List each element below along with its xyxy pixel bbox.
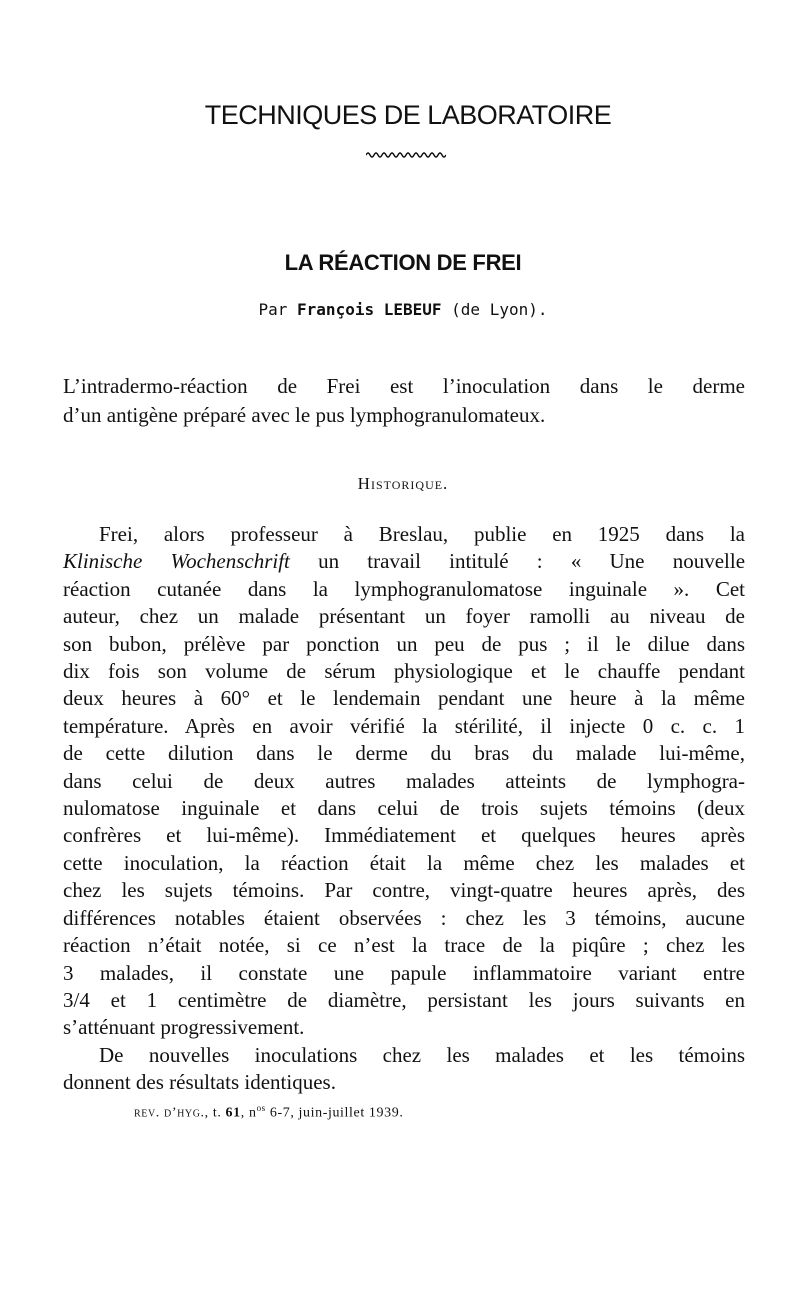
journal-title-italic: Klinische Wochenschrift (63, 549, 290, 574)
body-line: 3/4 et 1 centimètre de diamètre, persistant les jours suivants en (63, 987, 745, 1012)
body-line: différences notables étaient observées : chez les 3 témoins, aucune (63, 905, 745, 930)
body-line: cette inoculation, la réaction était la même chez les malades et (63, 850, 745, 875)
byline-suffix: (de Lyon). (441, 300, 548, 319)
body-line: 3 malades, il constate une papule inflammatoire variant entre (63, 960, 745, 985)
section-title: TECHNIQUES DE LABORATOIRE (204, 100, 612, 130)
body-line: donnent des résultats identiques. (63, 1070, 336, 1095)
body-paragraph (63, 521, 745, 1097)
intro-line: L’intradermo-réaction de Frei est l’inoculation dans le derme (63, 374, 745, 398)
body-line: auteur, chez un malade présentant un foyer ramolli au niveau de (63, 604, 745, 629)
body-line: dans celui de deux autres malades atteints de lymphogra- (63, 768, 745, 793)
body-line (63, 548, 745, 575)
subhead-historique: Historique. (357, 474, 449, 493)
byline-author: François LEBEUF (297, 300, 442, 319)
byline-prefix: Par (258, 300, 298, 319)
footer-num-sup: os (256, 1103, 266, 1113)
intro-line: d’un antigène préparé avec le pus lymphogranulomateux. (63, 403, 546, 427)
footer-num-prefix: , n (240, 1105, 257, 1121)
body-line: réaction cutanée dans la lymphogranulomatose inguinale ». Cet (63, 576, 745, 601)
article-title: LA RÉACTION DE FREI (284, 250, 522, 275)
body-line: son bubon, prélève par ponction un peu de pus ; il le dilue dans (63, 631, 745, 656)
body-line: s’atténuant progressivement. (63, 1015, 305, 1040)
body-line: confrères et lui-même). Immédiatement et quelques heures après (63, 823, 745, 848)
body-line: de cette dilution dans le derme du bras du malade lui-même, (63, 741, 745, 766)
body-line: température. Après en avoir vérifié la stérilité, il injecte 0 c. c. 1 (63, 713, 745, 738)
body-line: réaction n’était notée, si ce n’est la trace de la piqûre ; chez les (63, 933, 745, 958)
body-line: deux heures à 60° et le lendemain pendant une heure à la même (63, 686, 745, 711)
wavy-rule-divider (366, 151, 446, 159)
body-line: Frei, alors professeur à Breslau, publie en 1925 dans la (99, 522, 745, 546)
body-line-rest: un travail intitulé : « Une nouvelle (289, 549, 746, 574)
byline (0, 300, 800, 319)
body-line: dix fois son volume de sérum physiologique et le chauffe pendant (63, 659, 745, 684)
body-line: chez les sujets témoins. Par contre, vingt-quatre heures après, des (63, 878, 745, 903)
intro-paragraph (63, 372, 745, 430)
footer-tome-prefix: , t. (204, 1105, 226, 1121)
footer-num-rest: 6-7, juin-juillet 1939. (265, 1105, 404, 1121)
body-line: De nouvelles inoculations chez les malades et les témoins (99, 1042, 745, 1067)
body-line: nulomatose inguinale et dans celui de trois sujets témoins (deux (63, 796, 745, 821)
footer-citation (134, 1103, 403, 1122)
footer-journal: rev. d’hyg. (134, 1105, 205, 1121)
footer-tome: 61 (225, 1105, 241, 1121)
